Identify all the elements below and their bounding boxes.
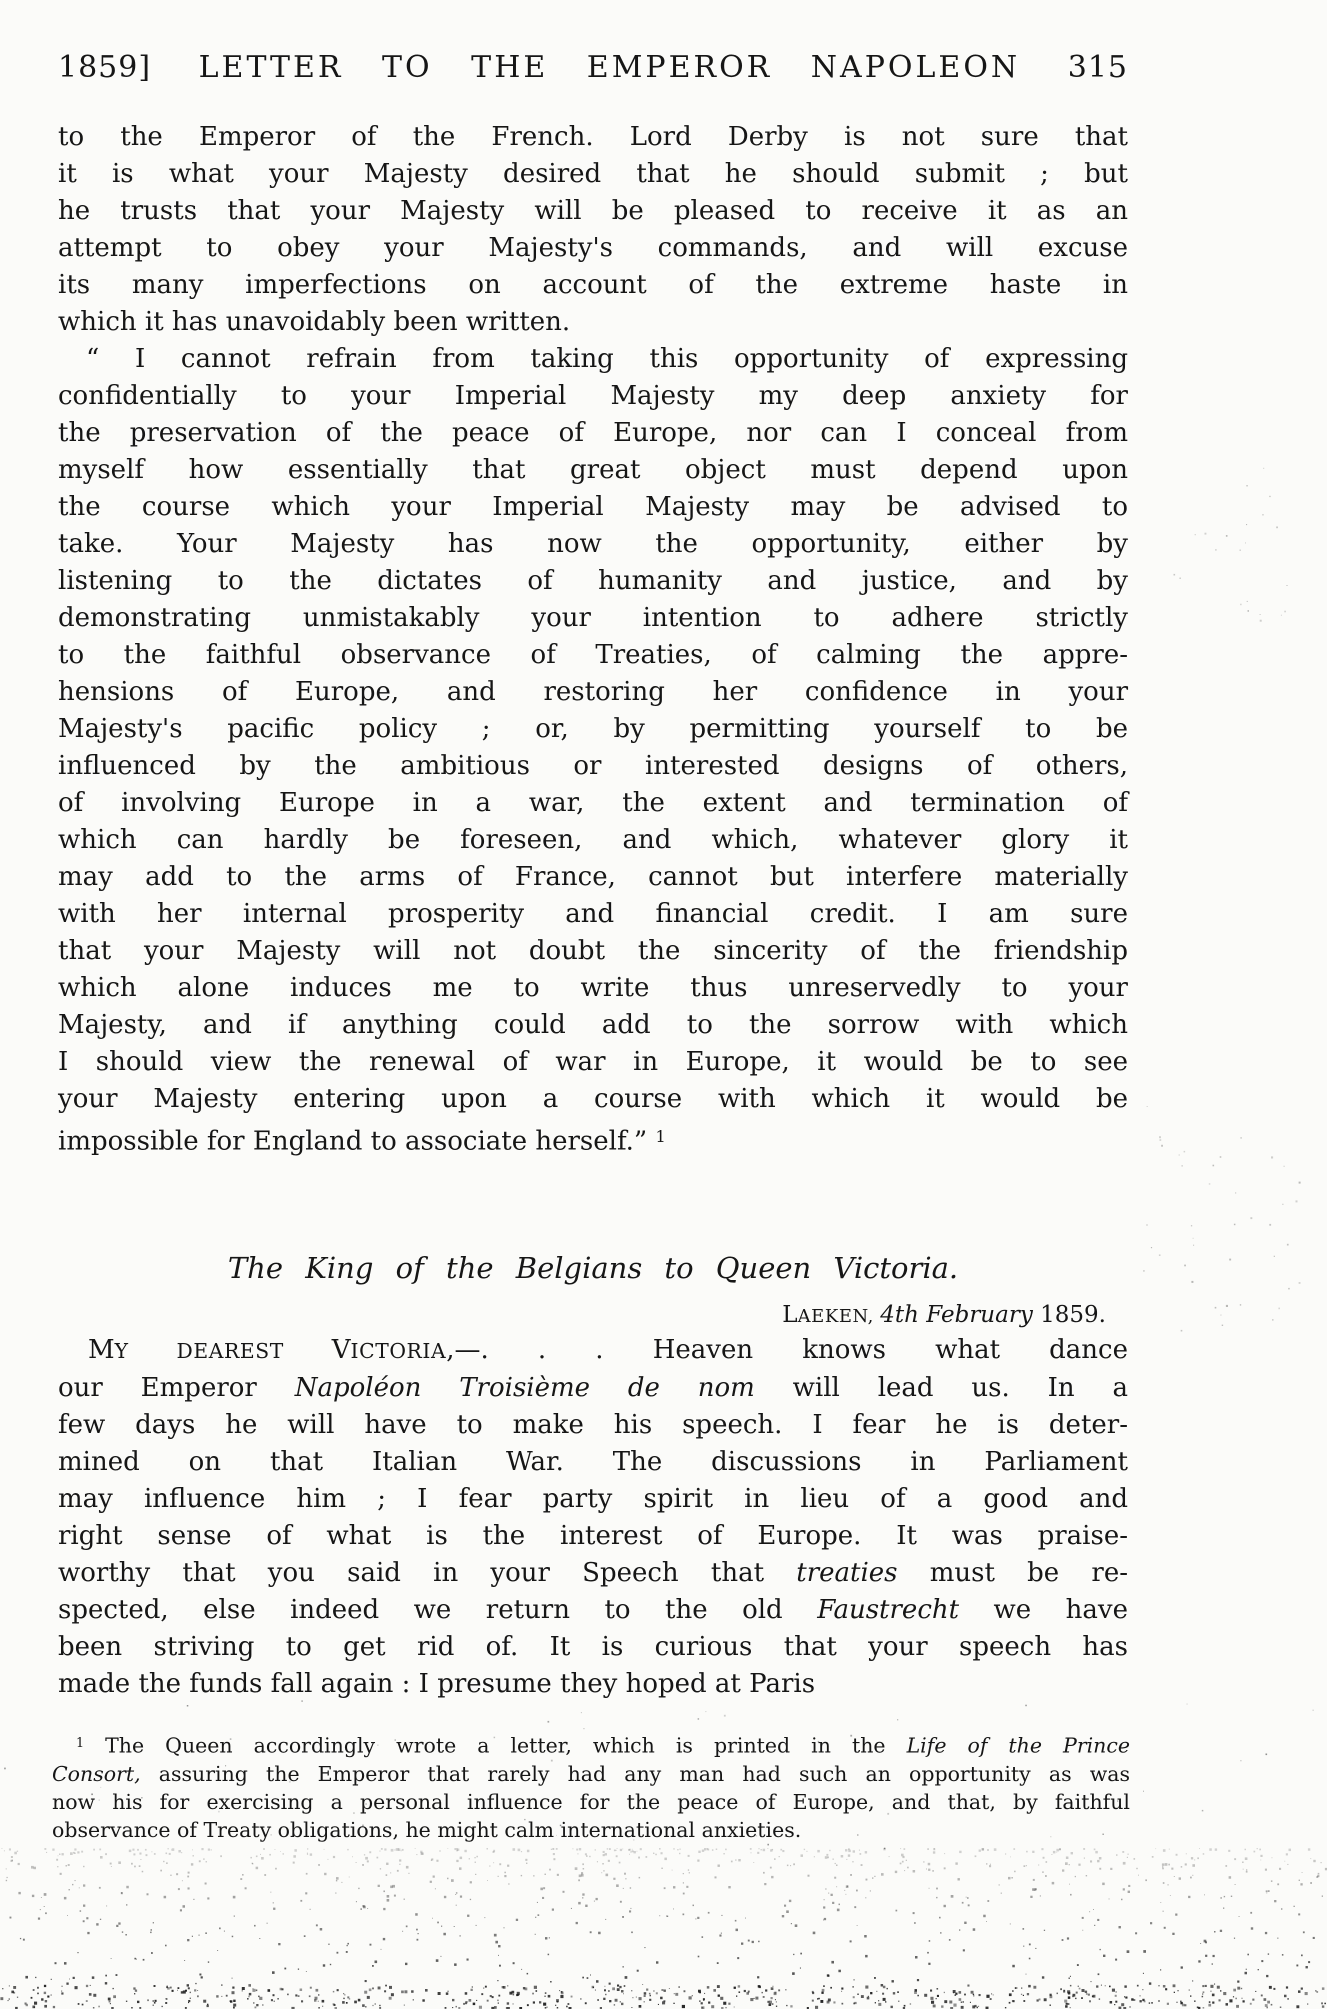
text-segment: hensions of Europe, and restoring her confidence in your [58,677,1128,707]
text-segment: ICTORIA [350,1339,447,1363]
text-line [58,563,1128,600]
text-segment: myself how essentially that great object must depend upon [58,455,1128,485]
text-line [52,1788,1130,1816]
text-line [58,896,1128,933]
footnote-marker: 1 [76,1735,85,1750]
text-segment: right sense of what is the interest of Europe. It was praise- [58,1521,1128,1551]
text-line [58,1044,1128,1081]
text-segment: Majesty's pacific policy ; or, by permitting yourself to be [58,714,1128,744]
letter2-heading: The King of the Belgians to Queen Victoria. [227,1251,959,1285]
text-line [52,1760,1130,1788]
text-segment: of involving Europe in a war, the extent and termination of [58,788,1128,818]
text-segment: observance of Treaty obligations, he might calm international anxieties. [52,1817,802,1842]
text-segment: treaties [796,1558,898,1588]
text-line [58,1444,1128,1481]
text-line [58,193,1128,230]
text-line [58,1629,1128,1666]
text-line [58,452,1128,489]
text-segment: worthy that you said in your Speech that [58,1558,797,1588]
text-line [58,1007,1128,1044]
text-line [58,748,1128,785]
text-segment: Y DEAREST [114,1339,332,1363]
text-line [52,1816,1130,1844]
text-line [58,1407,1128,1444]
text-segment: V [331,1335,351,1365]
text-segment: which it has unavoidably been written. [58,307,571,337]
text-line [58,933,1128,970]
text-segment: mined on that Italian War. The discussions in Parliament [58,1447,1128,1477]
text-segment: demonstrating unmistakably your intention to adhere strictly [58,603,1128,633]
text-segment: the course which your Imperial Majesty may be advised to [58,492,1128,522]
text-line [58,1370,1128,1407]
text-segment: “ I cannot refrain from taking this opportunity of expressing [86,344,1128,374]
text-line [58,637,1128,674]
text-line [58,600,1128,637]
text-line [58,1555,1128,1592]
text-segment: I should view the renewal of war in Europe, it would be to see [58,1047,1128,1077]
header-page-number: 315 [1067,50,1128,85]
footnote [52,1729,1130,1844]
text-line [58,1081,1128,1118]
text-segment: 1859. [1040,1302,1106,1328]
text-segment: ,—. . . Heaven knows what dance [446,1335,1128,1365]
text-line [58,859,1128,896]
text-line [58,378,1128,415]
text-segment: with her internal prosperity and financial credit. I am sure [58,899,1128,929]
text-line [58,304,1128,341]
text-segment: which can hardly be foreseen, and which, whatever glory it [58,825,1128,855]
text-segment: been striving to get rid of. It is curious that your speech has [58,1632,1128,1662]
text-segment: The Queen accordingly wrote a letter, which is printed in the [84,1733,907,1758]
text-line [58,822,1128,859]
text-segment: Faustrecht [817,1595,960,1625]
text-segment: which alone induces me to write thus unreservedly to your [58,973,1128,1003]
text-line [58,970,1128,1007]
text-line [58,1666,1128,1703]
text-segment: your Majesty entering upon a course with which it would be [58,1084,1128,1114]
text-segment: our Emperor [58,1373,295,1403]
text-segment: that your Majesty will not doubt the sincerity of the friendship [58,936,1128,966]
text-line [58,230,1128,267]
letter2-dateline [58,1300,1106,1332]
text-line [58,415,1128,452]
text-line [58,674,1128,711]
text-segment: AEKEN, [797,1306,881,1327]
text-line [58,267,1128,304]
text-line [58,341,1128,378]
footnote-marker: 1 [655,1127,666,1146]
text-line [58,526,1128,563]
text-segment: may influence him ; I fear party spirit in lieu of a good and [58,1484,1128,1514]
letter1-body [58,119,1128,1160]
text-segment: Majesty, and if anything could add to the sorrow with which [58,1010,1128,1040]
text-segment: Life of the Prince [906,1733,1130,1758]
text-line [58,1332,1128,1370]
running-head [58,50,1128,85]
text-segment: Napoléon Troisième de nom [294,1373,755,1403]
text-segment: attempt to obey your Majesty's commands, and will excuse [58,233,1128,263]
text-segment: its many imperfections on account of the extreme haste in [58,270,1128,300]
text-segment: made the funds fall again : I presume they hoped at Paris [58,1669,816,1699]
text-segment: impossible for England to associate herself.” [58,1126,656,1157]
text-segment: few days he will have to make his speech. I fear he is deter- [58,1410,1128,1440]
text-segment: to the Emperor of the French. Lord Derby is not sure that [58,122,1128,152]
text-line [58,156,1128,193]
text-line [58,785,1128,822]
text-segment: may add to the arms of France, cannot but interfere materially [58,862,1128,892]
text-line [58,1518,1128,1555]
text-segment: it is what your Majesty desired that he should submit ; but [58,159,1128,189]
text-segment: he trusts that your Majesty will be pleased to receive it as an [58,196,1128,226]
text-segment: L [782,1302,798,1328]
text-segment: confidentially to your Imperial Majesty my deep anxiety for [58,381,1128,411]
text-segment: Consort, [52,1761,141,1786]
text-line [58,1481,1128,1518]
text-segment: listening to the dictates of humanity and justice, and by [58,566,1128,596]
text-segment: 4th February [880,1302,1041,1328]
text-segment: the preservation of the peace of Europe, nor can I conceal from [58,418,1128,448]
text-line [58,1118,1128,1160]
text-segment: will lead us. In a [754,1373,1128,1403]
header-title: LETTER TO THE EMPEROR NAPOLEON [198,50,1021,85]
text-line [58,119,1128,156]
text-segment: now his for exercising a personal influence for the peace of Europe, and that, by faithful [52,1789,1130,1814]
text-segment: spected, else indeed we return to the old [58,1595,818,1625]
text-line [58,711,1128,748]
text-line [58,489,1128,526]
text-segment: take. Your Majesty has now the opportunity, either by [58,529,1128,559]
header-year: 1859] [58,50,152,85]
text-segment: we have [959,1595,1128,1625]
text-segment: M [88,1335,115,1365]
text-line [58,1592,1128,1629]
letter2-body [58,1332,1128,1703]
text-segment: must be re- [897,1558,1128,1588]
text-segment: influenced by the ambitious or interested designs of others, [58,751,1128,781]
text-segment: to the faithful observance of Treaties, of calming the appre- [58,640,1128,670]
text-segment: assuring the Emperor that rarely had any man had such an opportunity as was [140,1761,1130,1786]
text-line [52,1729,1130,1760]
